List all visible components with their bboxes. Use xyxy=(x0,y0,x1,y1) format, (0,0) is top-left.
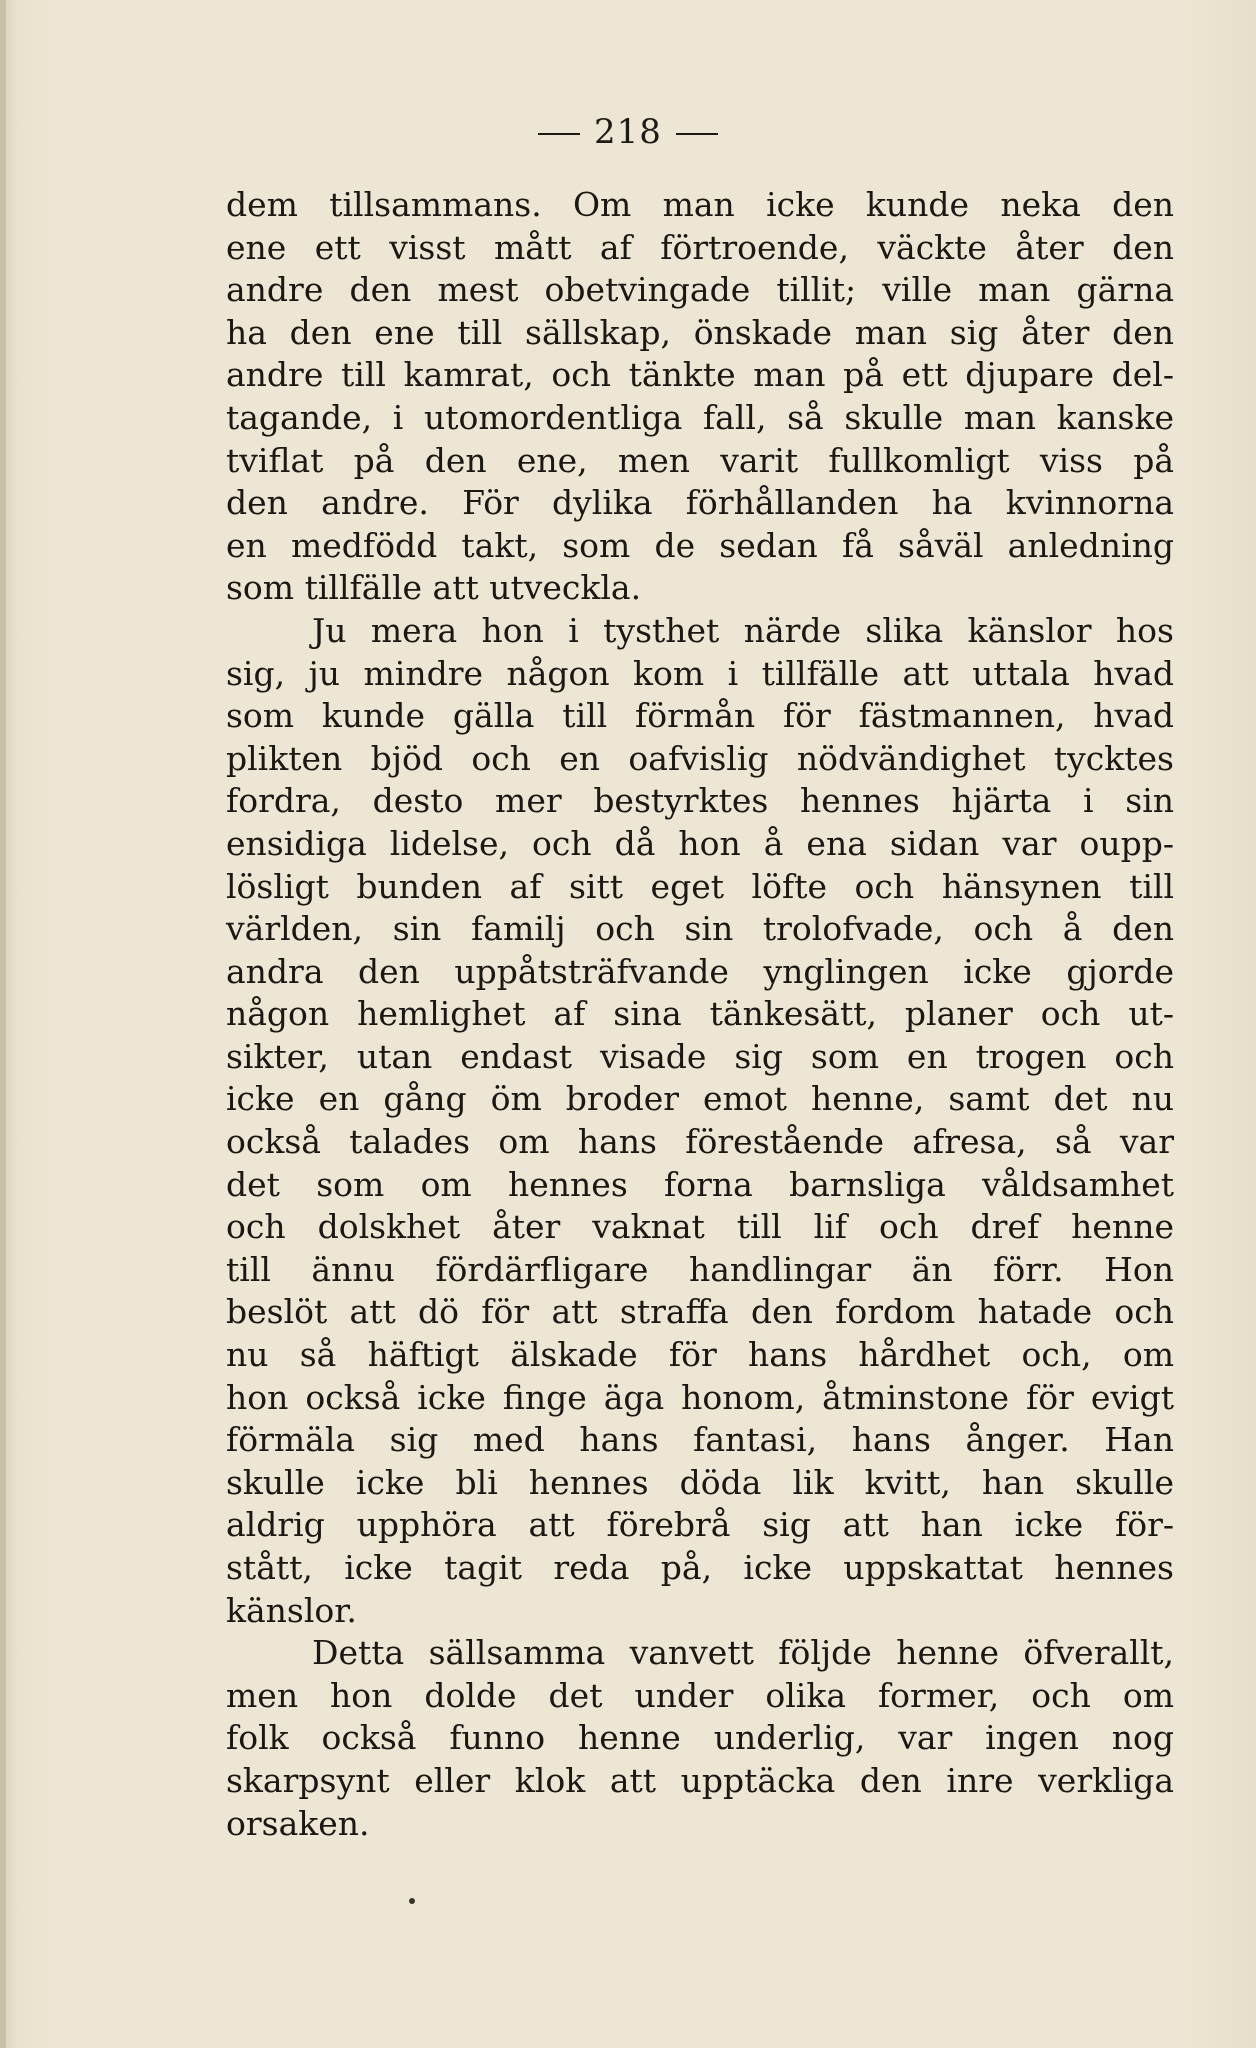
text-line: icke en gång öm broder emot henne, samt det nu xyxy=(226,1079,1174,1119)
paragraph-start-line: Ju mera hon i tysthet närde slika känslor hos xyxy=(312,610,1174,650)
text-line: det som om hennes forna barnsliga våldsamhet xyxy=(226,1164,1174,1204)
text-line: en medfödd takt, som de sedan få såväl anledning xyxy=(226,525,1174,565)
page-number-dash-right xyxy=(676,133,718,135)
text-line: någon hemlighet af sina tänkesätt, planer och ut- xyxy=(226,994,1174,1034)
text-line: ensidiga lidelse, och då hon å ena sidan var oupp- xyxy=(226,823,1174,863)
text-line: andre den mest obetvingade tillit; ville man gärna xyxy=(226,270,1174,310)
text-line: ene ett visst mått af förtroende, väckte åter den xyxy=(226,227,1174,267)
text-line: stått, icke tagit reda på, icke uppskattat hennes xyxy=(226,1548,1174,1587)
text-line: världen, sin familj och sin trolofvade, och å den xyxy=(226,909,1174,949)
paragraph-end-line: som tillfälle att utveckla. xyxy=(226,568,642,608)
text-line: sig, ju mindre någon kom i tillfälle att uttala hvad xyxy=(226,653,1174,693)
paragraph-start-line: Detta sällsamma vanvett följde henne öfverallt, xyxy=(312,1633,1174,1673)
page-number xyxy=(0,112,1256,152)
body-text xyxy=(226,184,1174,1845)
text-line: också talades om hans förestående afresa, så var xyxy=(226,1122,1174,1162)
text-line: lösligt bunden af sitt eget löfte och hänsynen till xyxy=(226,866,1174,906)
paragraph-end-line: orsaken. xyxy=(226,1803,370,1843)
text-line: beslöt att dö för att straffa den fordom hatade och xyxy=(226,1292,1174,1332)
page-edge xyxy=(0,0,6,2048)
text-line: men hon dolde det under olika former, och om xyxy=(226,1675,1174,1715)
text-line: och dolskhet åter vaknat till lif och dref henne xyxy=(226,1207,1174,1247)
text-line: aldrig upphöra att förebrå sig att han icke för- xyxy=(226,1505,1174,1545)
text-line: sikter, utan endast visade sig som en trogen och xyxy=(226,1036,1174,1076)
text-line: andre till kamrat, och tänkte man på ett djupare del- xyxy=(226,355,1174,395)
text-line: plikten bjöd och en oafvislig nödvändighet tycktes xyxy=(226,738,1174,778)
text-line: fordra, desto mer bestyrktes hennes hjärta i sin xyxy=(226,781,1174,821)
text-line: som kunde gälla till förmån för fästmannen, hvad xyxy=(226,696,1174,736)
text-line: folk också funno henne underlig, var ingen nog xyxy=(226,1718,1174,1758)
ink-speck xyxy=(409,1898,415,1904)
text-line: hon också icke finge äga honom, åtminstone för evigt xyxy=(226,1377,1174,1417)
text-line: andra den uppåtsträfvande ynglingen icke gjorde xyxy=(226,951,1174,991)
paragraph-end-line: känslor. xyxy=(226,1590,357,1630)
text-line: skulle icke bli hennes döda lik kvitt, han skulle xyxy=(226,1462,1174,1502)
text-line: till ännu fördärfligare handlingar än förr. Hon xyxy=(226,1249,1174,1289)
text-line: tviflat på den ene, men varit fullkomligt viss på xyxy=(226,440,1174,480)
page-number-dash-left xyxy=(538,133,580,135)
text-line: nu så häftigt älskade för hans hårdhet och, om xyxy=(226,1335,1174,1375)
text-line: dem tillsammans. Om man icke kunde neka den xyxy=(226,185,1174,224)
text-line: ha den ene till sällskap, önskade man sig åter den xyxy=(226,312,1174,352)
page-number-value: 218 xyxy=(594,112,662,152)
text-line: tagande, i utomordentliga fall, så skulle man kanske xyxy=(226,397,1174,437)
text-line: skarpsynt eller klok att upptäcka den inre verkliga xyxy=(226,1760,1174,1800)
text-line: den andre. För dylika förhållanden ha kvinnorna xyxy=(226,483,1174,523)
text-line: förmäla sig med hans fantasi, hans ånger. Han xyxy=(226,1420,1174,1460)
